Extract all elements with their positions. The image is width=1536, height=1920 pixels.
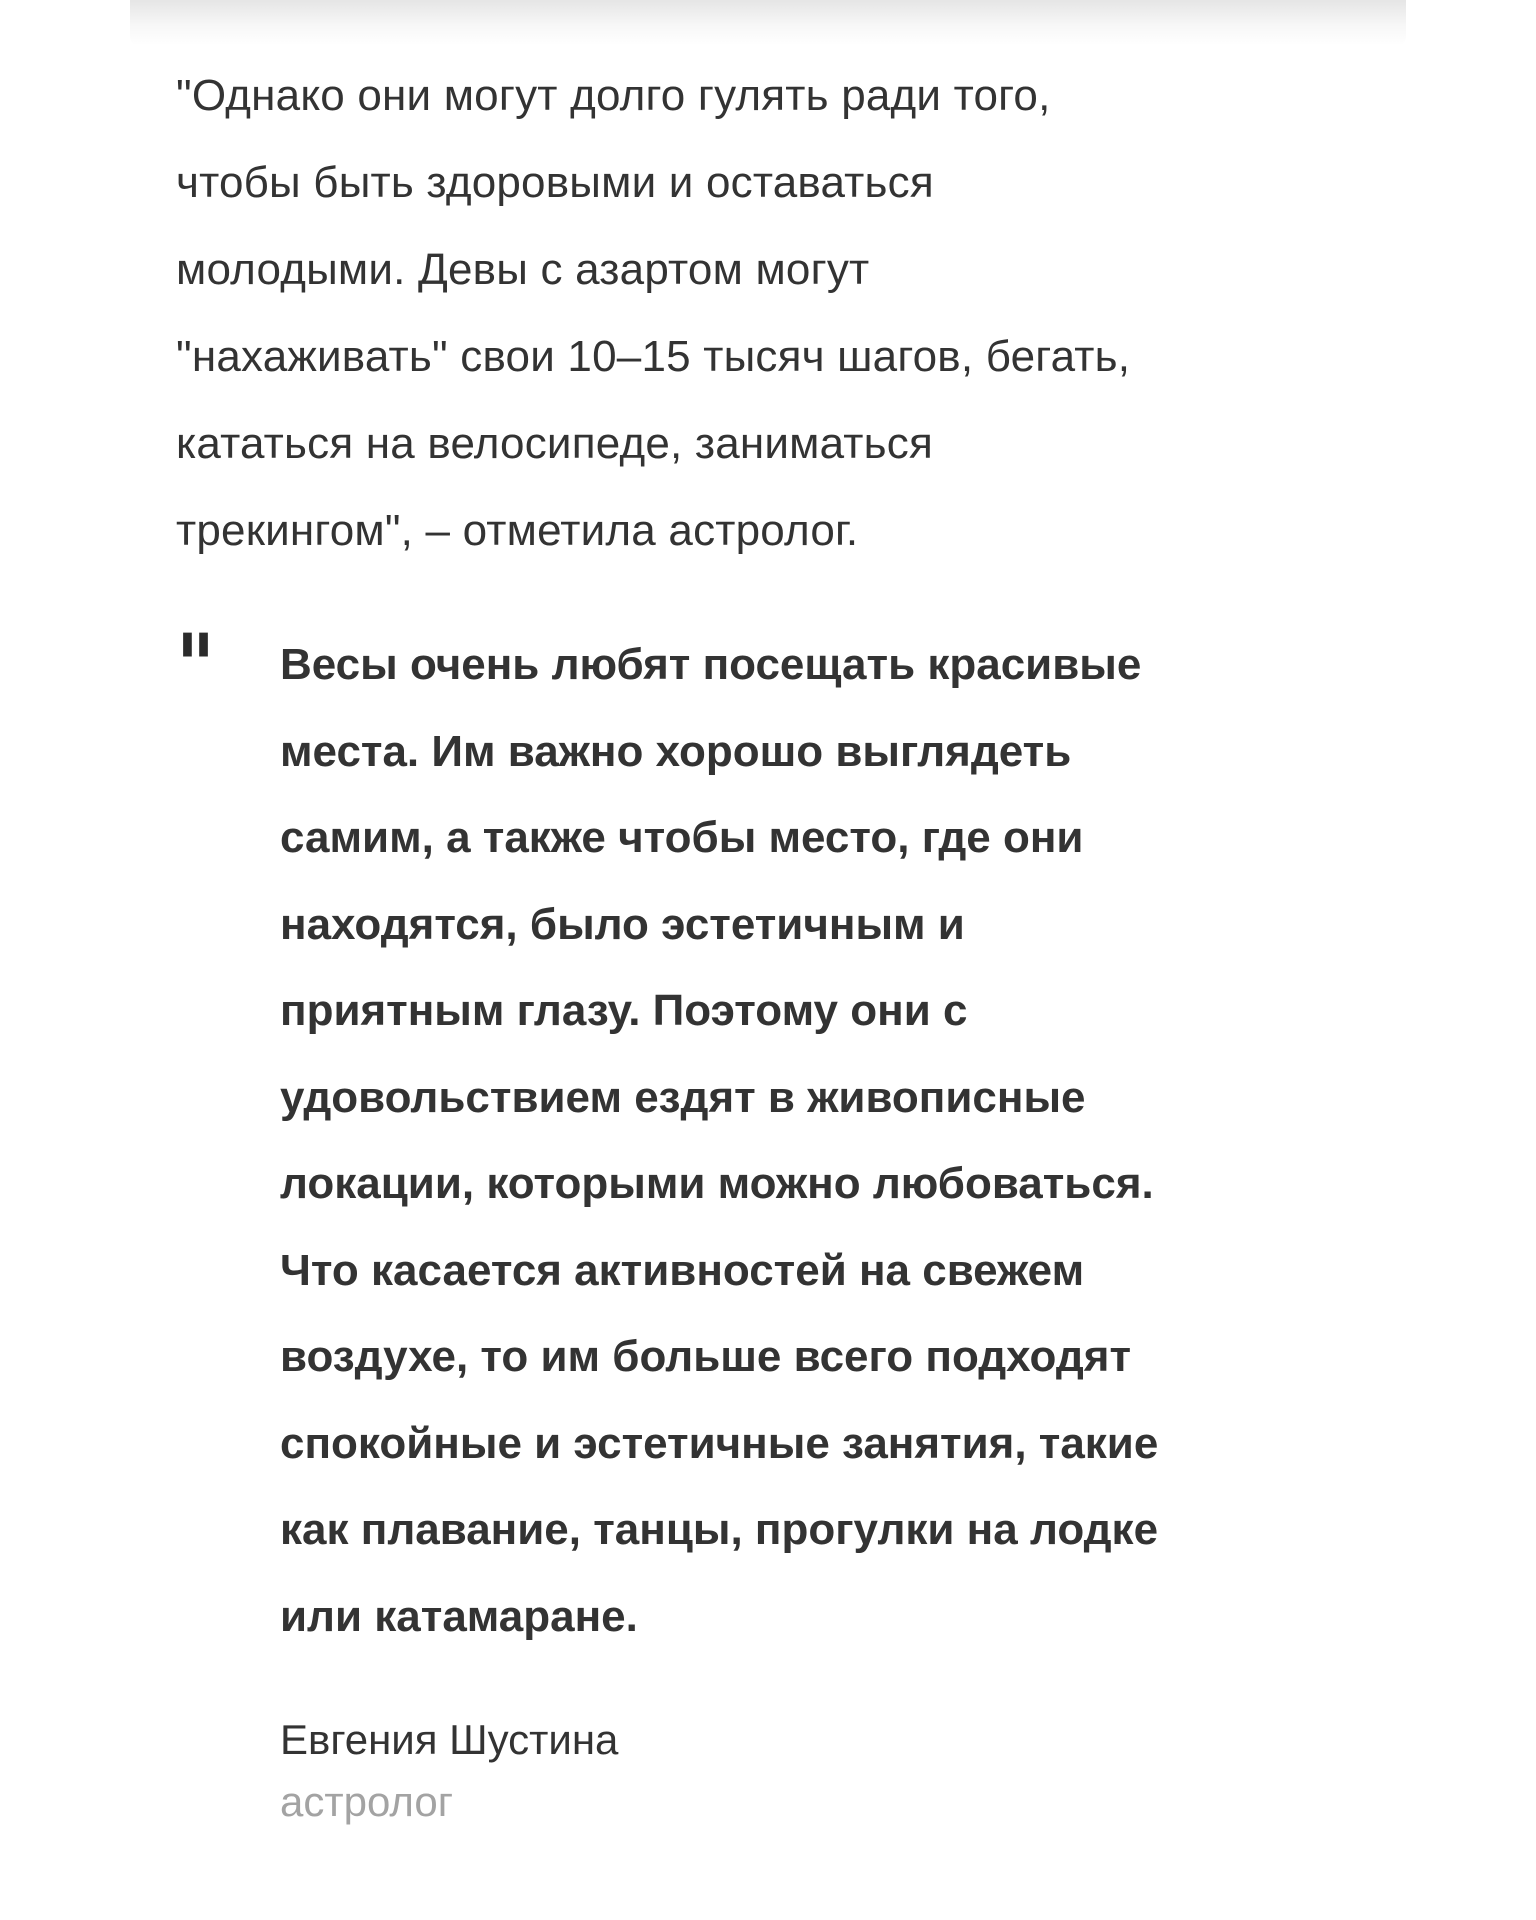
paragraph-line: молодыми. Девы с азартом могут (176, 245, 870, 294)
top-card-shadow (130, 0, 1406, 46)
paragraph-line: кататься на велосипеде, заниматься (176, 419, 934, 468)
quote-line: как плавание, танцы, прогулки на лодке (280, 1505, 1159, 1554)
quote-line: локации, которыми можно любоваться. (280, 1159, 1154, 1208)
quote-line: приятным глазу. Поэтому они с (280, 986, 968, 1035)
paragraph-line: чтобы быть здоровыми и оставаться (176, 158, 934, 207)
quote-line: находятся, было эстетичным и (280, 899, 965, 949)
quote-line: самим, а также чтобы место, где они (280, 813, 1084, 862)
quote-line: места. Им важно хорошо выглядеть (280, 726, 1072, 776)
article-paragraph (176, 52, 1396, 574)
quote-line: спокойные и эстетичные занятия, такие (280, 1418, 1159, 1468)
quote-author-name: Евгения Шустина (280, 1716, 619, 1763)
quote-line: или катамаране. (280, 1591, 638, 1641)
quotation-mark-icon: " (176, 614, 215, 718)
quote-author-role: астролог (280, 1778, 454, 1825)
article-body (176, 52, 1416, 574)
paragraph-line: трекингом", – отметила астролог. (176, 506, 859, 555)
quote-line: удовольствием ездят в живописные (280, 1072, 1086, 1122)
quote-line: Весы очень любят посещать красивые (280, 640, 1142, 689)
paragraph-line: "Однако они могут долго гулять ради того, (176, 71, 1051, 120)
paragraph-line: "нахаживать" свои 10–15 тысяч шагов, бегать, (176, 332, 1131, 381)
quote-line: Что касается активностей на свежем (280, 1245, 1085, 1295)
quote-line: воздухе, то им больше всего подходят (280, 1332, 1131, 1381)
quote-text (280, 622, 1400, 1660)
